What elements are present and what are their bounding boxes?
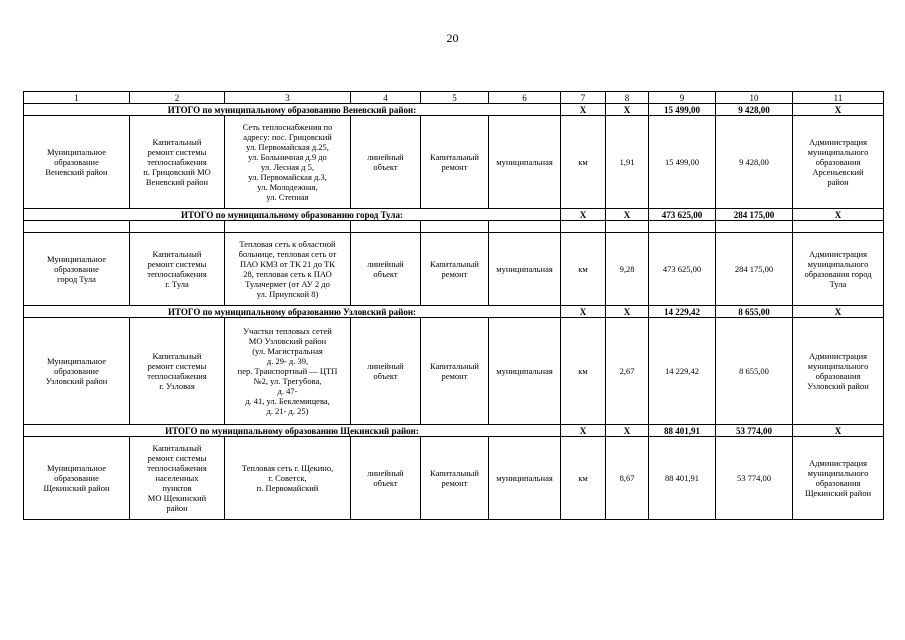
total-length-cell: Х <box>606 209 649 221</box>
blank-cell <box>649 221 716 233</box>
length-cell: 9,28 <box>606 233 649 306</box>
column-number-row <box>24 92 884 104</box>
work-type-cell: Капитальный ремонт <box>421 437 489 520</box>
blank-cell <box>489 221 561 233</box>
responsible-cell: Администрация муниципального образования Щекинский район <box>793 437 884 520</box>
responsible-cell: Администрация муниципального образования Узловский район <box>793 318 884 425</box>
object-description-cell: Сеть теплоснабжения по адресу: пос. Грицовский ул. Первомайская д.25, ул. Больничная д.9 до ул. Лесная д 5, ул. Первомайская д.3, ул. Молодежная, ул. Степная <box>225 116 351 209</box>
unit-cell: км <box>561 318 606 425</box>
total-row <box>24 104 884 116</box>
page-number: 20 <box>446 31 459 45</box>
column-number: 1 <box>24 92 130 104</box>
unit-cell: км <box>561 233 606 306</box>
municipality-cell: Муниципальное образование город Тула <box>24 233 130 306</box>
total-funding-cell: 8 655,00 <box>716 306 793 318</box>
cost-cell: 14 229,42 <box>649 318 716 425</box>
cost-cell: 473 625,00 <box>649 233 716 306</box>
funding-cell: 9 428,00 <box>716 116 793 209</box>
column-number: 4 <box>351 92 421 104</box>
funding-cell: 53 774,00 <box>716 437 793 520</box>
municipality-cell: Муниципальное образование Веневский район <box>24 116 130 209</box>
total-label: ИТОГО по муниципальному образованию Щекинский район: <box>24 425 561 437</box>
blank-cell <box>793 221 884 233</box>
column-number: 2 <box>130 92 225 104</box>
work-type-cell: Капитальный ремонт <box>421 318 489 425</box>
total-responsible-cell: Х <box>793 104 884 116</box>
total-cost-cell: 88 401,91 <box>649 425 716 437</box>
object-row <box>24 233 884 306</box>
total-label: ИТОГО по муниципальному образованию Узловский район: <box>24 306 561 318</box>
column-number: 3 <box>225 92 351 104</box>
cost-cell: 15 499,00 <box>649 116 716 209</box>
object-row <box>24 116 884 209</box>
column-number: 11 <box>793 92 884 104</box>
event-name-cell: Капитальный ремонт системы теплоснабжения г. Тула <box>130 233 225 306</box>
length-cell: 1,91 <box>606 116 649 209</box>
column-number: 8 <box>606 92 649 104</box>
responsible-cell: Администрация муниципального образования город Тула <box>793 233 884 306</box>
work-type-cell: Капитальный ремонт <box>421 116 489 209</box>
total-row <box>24 425 884 437</box>
unit-cell: км <box>561 437 606 520</box>
blank-cell <box>130 221 225 233</box>
blank-cell <box>225 221 351 233</box>
blank-cell <box>351 221 421 233</box>
cost-cell: 88 401,91 <box>649 437 716 520</box>
blank-row <box>24 221 884 233</box>
object-description-cell: Участки тепловых сетей МО Узловский район (ул. Магистральная д. 29- д. 39, пер. Транспортный — ЦТП №2, ул. Трегубова, д. 47- д. 41, ул. Беклемищева, д. 21- д. 25) <box>225 318 351 425</box>
total-row <box>24 306 884 318</box>
total-unit-cell: Х <box>561 425 606 437</box>
blank-cell <box>606 221 649 233</box>
total-unit-cell: Х <box>561 306 606 318</box>
total-cost-cell: 14 229,42 <box>649 306 716 318</box>
blank-cell <box>24 221 130 233</box>
ownership-cell: муниципальная <box>489 437 561 520</box>
object-description-cell: Тепловая сеть к областной больнице, тепловая сеть от ПАО КМЗ от ТК 21 до ТК 28, тепловая сеть к ПАО Тулачермет (от АУ 2 до ул. Приупской 8) <box>225 233 351 306</box>
total-row <box>24 209 884 221</box>
object-row <box>24 318 884 425</box>
total-responsible-cell: Х <box>793 209 884 221</box>
length-cell: 8,67 <box>606 437 649 520</box>
object-description-cell: Тепловая сеть г. Щекино, г. Советск, п. Первомайский <box>225 437 351 520</box>
unit-cell: км <box>561 116 606 209</box>
column-number: 5 <box>421 92 489 104</box>
blank-cell <box>561 221 606 233</box>
event-name-cell: Капитальный ремонт системы теплоснабжения п. Грицовский МО Веневский район <box>130 116 225 209</box>
blank-cell <box>716 221 793 233</box>
column-number: 9 <box>649 92 716 104</box>
work-type-cell: Капитальный ремонт <box>421 233 489 306</box>
column-number: 7 <box>561 92 606 104</box>
blank-cell <box>421 221 489 233</box>
total-funding-cell: 9 428,00 <box>716 104 793 116</box>
object-row <box>24 437 884 520</box>
responsible-cell: Администрация муниципального образования Арсеньевский район <box>793 116 884 209</box>
municipality-cell: Муниципальное образование Узловский район <box>24 318 130 425</box>
total-unit-cell: Х <box>561 104 606 116</box>
total-cost-cell: 15 499,00 <box>649 104 716 116</box>
event-name-cell: Капитальный ремонт системы теплоснабжения г. Узловая <box>130 318 225 425</box>
total-length-cell: Х <box>606 104 649 116</box>
funding-cell: 8 655,00 <box>716 318 793 425</box>
event-name-cell: Капитальный ремонт системы теплоснабжения населенных пунктов МО Щекинский район <box>130 437 225 520</box>
municipality-cell: Муниципальное образование Щекинский район <box>24 437 130 520</box>
object-type-cell: линейный объект <box>351 318 421 425</box>
ownership-cell: муниципальная <box>489 233 561 306</box>
total-label: ИТОГО по муниципальному образованию Веневский район: <box>24 104 561 116</box>
ownership-cell: муниципальная <box>489 116 561 209</box>
total-funding-cell: 53 774,00 <box>716 425 793 437</box>
ownership-cell: муниципальная <box>489 318 561 425</box>
total-length-cell: Х <box>606 425 649 437</box>
total-length-cell: Х <box>606 306 649 318</box>
total-responsible-cell: Х <box>793 306 884 318</box>
total-label: ИТОГО по муниципальному образованию город Тула: <box>24 209 561 221</box>
total-unit-cell: Х <box>561 209 606 221</box>
object-type-cell: линейный объект <box>351 233 421 306</box>
column-number: 6 <box>489 92 561 104</box>
object-table <box>23 91 884 520</box>
total-funding-cell: 284 175,00 <box>716 209 793 221</box>
funding-cell: 284 175,00 <box>716 233 793 306</box>
object-type-cell: линейный объект <box>351 116 421 209</box>
length-cell: 2,67 <box>606 318 649 425</box>
column-number: 10 <box>716 92 793 104</box>
total-cost-cell: 473 625,00 <box>649 209 716 221</box>
object-type-cell: линейный объект <box>351 437 421 520</box>
total-responsible-cell: Х <box>793 425 884 437</box>
